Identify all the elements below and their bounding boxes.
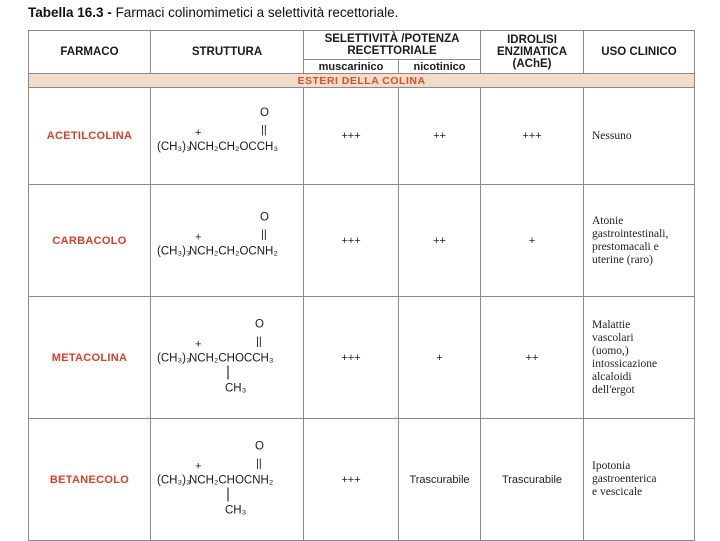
- uso-line: e vescicale: [592, 486, 643, 498]
- drug-name: METACOLINA: [29, 297, 151, 419]
- uso-line: intossicazione: [592, 357, 658, 370]
- header-idrolisi-line2: ENZIMATICA: [496, 46, 568, 58]
- formula-prefix: (CH₃)₃: [157, 352, 191, 365]
- formula-main: NCH₂CH₂OCCH₃: [189, 141, 278, 153]
- charge-plus: +: [195, 338, 202, 351]
- value-idrolisi: ++: [481, 297, 584, 419]
- drug-structure: [151, 419, 304, 541]
- value-nicotinico: Trascurabile: [399, 419, 481, 541]
- value-nicotinico: ++: [399, 88, 481, 185]
- formula-prefix: (CH₃)₃: [157, 245, 191, 258]
- formula-main: NCH₂CH₂OCNH₂: [189, 245, 278, 258]
- uso-line: vascolari: [592, 331, 634, 344]
- carbonyl-oxygen: O: [255, 440, 264, 453]
- drug-name: ACETILCOLINA: [29, 88, 151, 185]
- charge-plus: +: [195, 127, 202, 139]
- drug-name: BETANECOLO: [29, 419, 151, 541]
- uso-clinico: [584, 297, 695, 419]
- drug-name: CARBACOLO: [29, 185, 151, 297]
- value-nicotinico: ++: [399, 185, 481, 297]
- header-farmaco: FARMACO: [29, 31, 151, 74]
- drug-structure: [151, 185, 304, 297]
- value-nicotinico: +: [399, 297, 481, 419]
- value-muscarinico: +++: [304, 88, 399, 185]
- carbonyl-double-bond: ||: [261, 124, 267, 136]
- carbonyl-oxygen: O: [255, 318, 264, 331]
- branch-methyl: CH₃: [225, 504, 247, 517]
- value-muscarinico: +++: [304, 419, 399, 541]
- carbonyl-double-bond: ||: [261, 228, 267, 241]
- uso-clinico: [584, 185, 695, 297]
- header-idrolisi-line1: IDROLISI: [507, 34, 557, 46]
- formula-prefix: (CH₃)₃: [157, 474, 191, 487]
- drug-structure: [151, 297, 304, 419]
- charge-plus: +: [195, 460, 202, 473]
- header-selettivita: [304, 31, 481, 60]
- formula-prefix: (CH₃)₃: [157, 141, 191, 153]
- formula-main: NCH₂CHOCCH₃: [189, 352, 274, 365]
- uso-line: dell'ergot: [592, 383, 635, 396]
- uso-line: Atonie: [592, 214, 624, 227]
- header-struttura: STRUTTURA: [151, 31, 304, 74]
- header-uso: USO CLINICO: [584, 31, 695, 74]
- header-muscarinico: muscarinico: [304, 60, 399, 74]
- table-caption: [28, 5, 398, 20]
- uso-line: alcaloidi: [592, 370, 632, 383]
- caption-label: Tabella 16.3 -: [28, 5, 112, 20]
- carbonyl-double-bond: ||: [256, 335, 262, 348]
- header-idrolisi-line3: (AChE): [512, 58, 552, 70]
- structure-formula: [151, 88, 304, 184]
- header-idrolisi: [481, 31, 584, 74]
- uso-line: Malattie: [592, 318, 631, 331]
- carbonyl-double-bond: ||: [256, 457, 262, 470]
- header-selettivita-line1: SELETTIVITÀ /POTENZA: [324, 33, 460, 45]
- table-body: [29, 88, 695, 541]
- formula-main: NCH₂CHOCNH₂: [189, 474, 274, 487]
- uso-line: uterine (raro): [592, 253, 653, 266]
- uso-line: Ipotonia: [592, 460, 631, 472]
- uso-line: (uomo,): [592, 344, 629, 357]
- header-selettivita-line2: RECETTORIALE: [347, 45, 437, 57]
- table-row: [29, 419, 695, 541]
- value-idrolisi: Trascurabile: [481, 419, 584, 541]
- uso-line: gastroenterica: [592, 473, 657, 485]
- table-row: [29, 185, 695, 297]
- table-row: [29, 88, 695, 185]
- section-esteri: ESTERI DELLA COLINA: [29, 74, 695, 88]
- value-idrolisi: +: [481, 185, 584, 297]
- carbonyl-oxygen: O: [260, 107, 269, 119]
- carbonyl-oxygen: O: [260, 211, 269, 224]
- branch-methyl: CH₃: [225, 382, 247, 395]
- drug-table: [28, 30, 695, 541]
- uso-line: gastrointestinali,: [592, 227, 669, 240]
- structure-formula: [151, 297, 304, 418]
- uso-line: Nessuno: [592, 129, 632, 142]
- value-muscarinico: +++: [304, 297, 399, 419]
- uso-line: prestomacali e: [592, 240, 659, 253]
- uso-clinico: [584, 419, 695, 541]
- structure-formula: [151, 185, 304, 296]
- header-nicotinico: nicotinico: [399, 60, 481, 74]
- charge-plus: +: [195, 231, 202, 244]
- drug-structure: [151, 88, 304, 185]
- value-muscarinico: +++: [304, 185, 399, 297]
- structure-formula: [151, 419, 304, 540]
- caption-text: Farmaci colinomimetici a selettività recettoriale.: [115, 5, 399, 20]
- uso-clinico: [584, 88, 695, 185]
- table-row: [29, 297, 695, 419]
- value-idrolisi: +++: [481, 88, 584, 185]
